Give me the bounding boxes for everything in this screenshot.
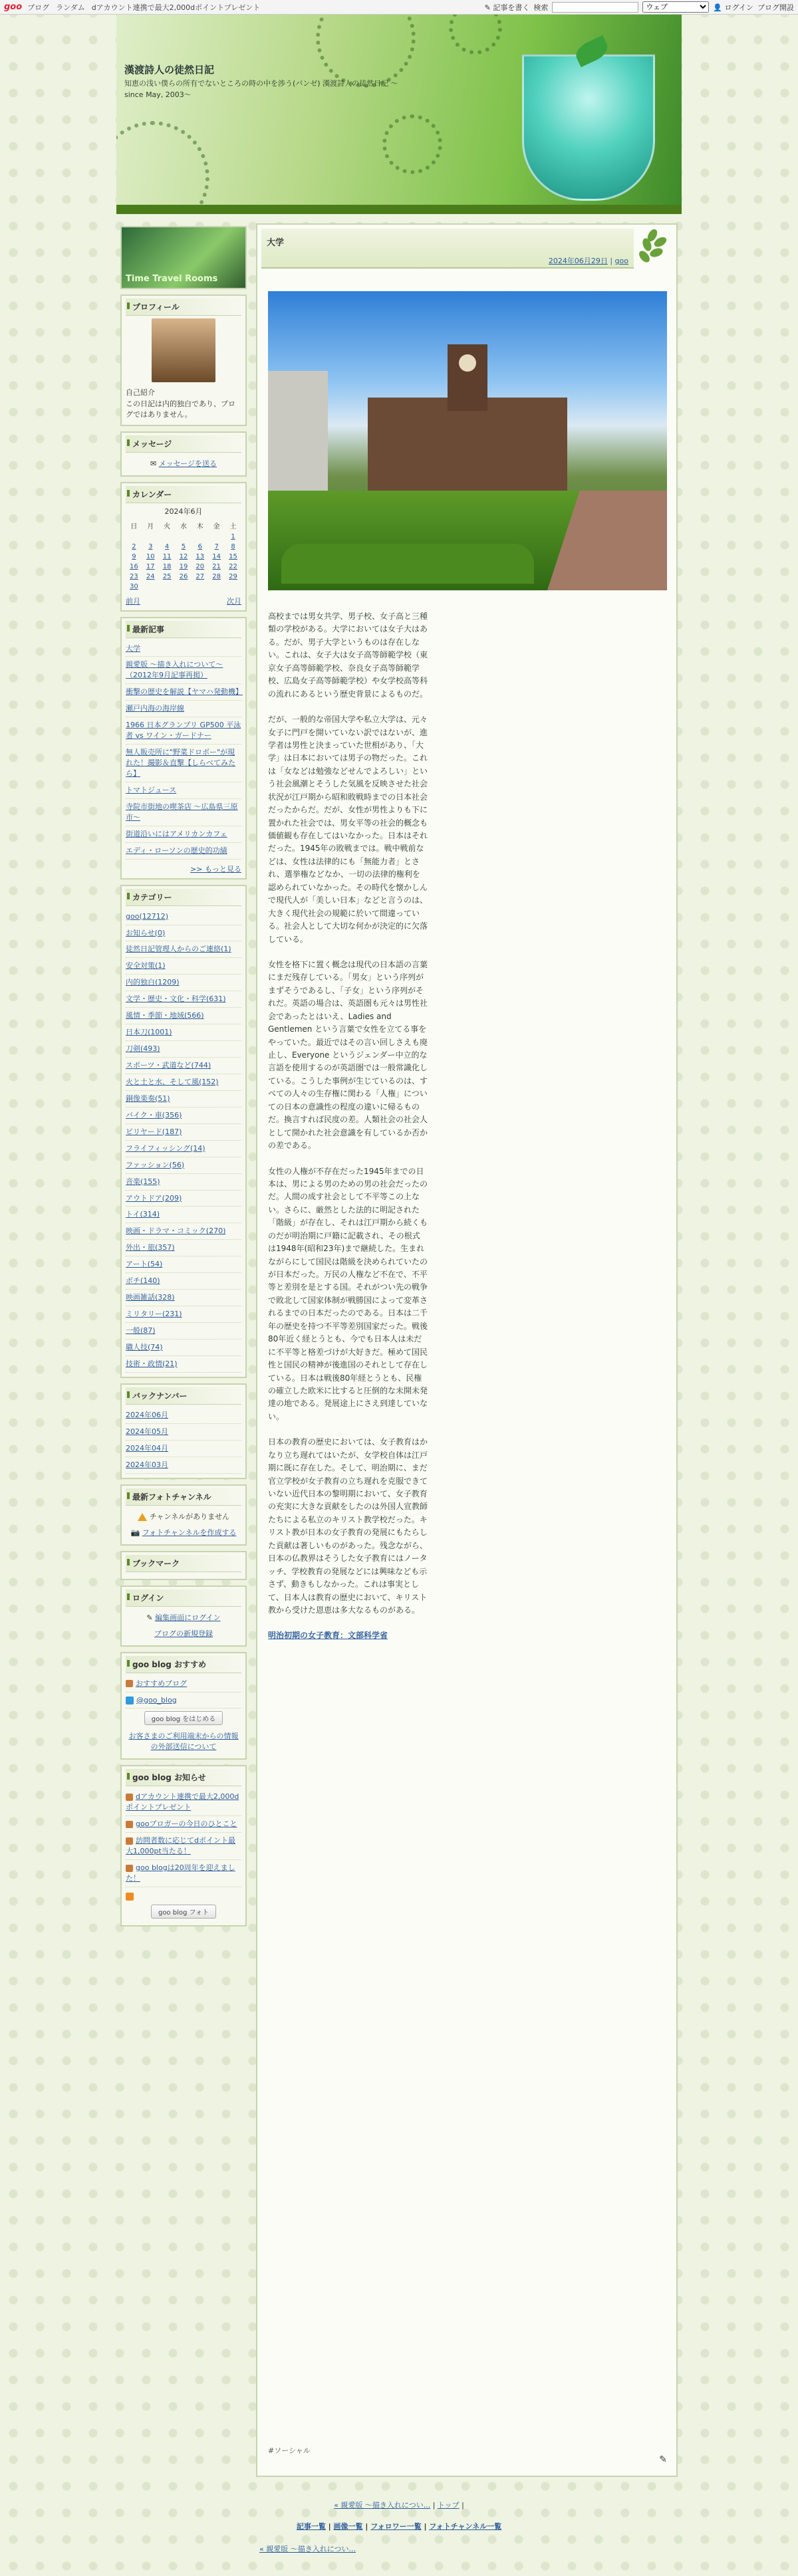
calendar-day[interactable]: 27 (196, 572, 205, 580)
news-label: goo blogは20周年を迎えました！ (126, 1863, 235, 1883)
calendar-day[interactable]: 6 (198, 542, 202, 550)
calendar-table (126, 519, 241, 592)
entry-body (268, 610, 428, 1643)
recent-article-link[interactable]: エディ・ローソンの歴史的功績 (126, 843, 241, 860)
news-icon (126, 1837, 133, 1845)
footer-link-images[interactable]: 画像一覧 (333, 2522, 363, 2531)
recent-article-link[interactable]: トマトジュース (126, 782, 241, 799)
category-link[interactable]: アート(54) (126, 1256, 241, 1273)
photo-hedge (281, 544, 534, 584)
global-topbar (0, 0, 798, 15)
topbar-link-random[interactable]: ランダム (56, 3, 85, 12)
edit-login-row[interactable]: ✎ 編集画面にログイン (146, 1613, 221, 1622)
recommend-blog-label: おすすめブログ (136, 1679, 188, 1688)
calendar-box (120, 482, 247, 612)
category-heading: カテゴリー (126, 889, 241, 906)
category-link[interactable]: アウトドア(209) (126, 1191, 241, 1207)
photo-channel-heading: 最新フォトチャンネル (126, 1488, 241, 1506)
search-label: 検索 (533, 3, 549, 12)
calendar-day (159, 532, 176, 542)
twitter-icon (126, 1697, 134, 1704)
calendar-day (208, 532, 225, 542)
entry-category-link[interactable]: goo (614, 257, 628, 265)
calendar-day (142, 532, 159, 542)
category-link[interactable]: 映画・ドラマ・コミック(270) (126, 1223, 241, 1240)
blog-header (116, 15, 682, 214)
recent-article-link[interactable]: 寺院市街地の喫茶店 〜広島県三原市〜 (126, 799, 241, 826)
entry-paragraph: だが、一般的な帝国大学や私立大学は、元々女子に門戸を開いていない訳ではないが、進学者は男性と決まっていた世相があり、「大学」は日本においては男子の物だった。これは「女などは勉強などせんでよろしい」という社会風潮とそうした気風を反映させた社会状況が江戸期から昭和敗戦時までの日本社会だったからだ。だが、女性が男性よりも下に置かれた社会では、男女平等の社会的概念も価値観も存在してはいなかった。日本はそれだった。1945年の敗戦までは。戦中戦前などは、女性は法律的にも「無能力者」とされ、選挙権などなか、一切の法律的権利を認められていなかった。その時代を懐かしんで現代人が「美しい日本」などと言うのは、大きく現代社会の規範に於いて間違っている。社会人として大切な何かが決定的に欠落している。 (268, 715, 428, 944)
edit-pencil-icon[interactable]: ✎ (659, 2454, 667, 2465)
category-link[interactable]: 銅像楽奏(51) (126, 1091, 241, 1108)
photo-channel-empty (126, 1508, 241, 1524)
calendar-nav (126, 596, 241, 606)
calendar-day[interactable]: 14 (212, 552, 221, 560)
calendar-day[interactable]: 28 (212, 572, 221, 580)
calendar-day[interactable]: 19 (179, 562, 188, 570)
calendar-day[interactable]: 9 (132, 552, 136, 560)
calendar-day[interactable]: 22 (229, 562, 237, 570)
recent-article-link[interactable]: 街道沿いにはアメリカンカフェ (126, 826, 241, 843)
category-link[interactable]: 風情・季節・地域(566) (126, 1008, 241, 1024)
lace-decoration (116, 121, 209, 214)
backnumber-link[interactable]: 2024年04月 (126, 1441, 241, 1457)
calendar-heading: カレンダー (126, 486, 241, 503)
message-box (120, 431, 247, 477)
calendar-day (126, 532, 142, 542)
external-notice-link[interactable]: お客さまのご利用端末からの情報の外部送信について (128, 1732, 239, 1752)
recommend-blog-link[interactable] (126, 1676, 241, 1693)
entry-meta: 2024年06月29日 | goo (548, 257, 628, 265)
blog-description: 知恵の浅い僕らの所有でないところの時の中を渉う(バンゼ) 漢渡詩人の徒然日記 〜since May, 2003〜 (124, 79, 398, 99)
calendar-weekday: 月 (147, 523, 154, 530)
avatar[interactable] (152, 318, 215, 382)
entry-paragraph: 女性を格下に置く概念は現代の日本語の言葉にまだ残存している。「男女」という序列がまずそうであるし、「子女」という序列がそれだ。英語の場合は、英語圏も元々は男性社会であったとはいえ、Ladies and Gentlemen という言葉で女性を立てる事をやっていた。最近ではその言い回しさえも廃止し、Everyone というジェンダー中立的な言語を使用するのが英語圏では一般常識化している。こうした事例が生じているのは、すべての人々の生存権に関わる「人権」についての日本の意識性の程度の違いに帰るものだ。換言すれば民度の差。人類社会の社会人として開かれた社会意識を有しているか否かの差である。 (268, 959, 428, 1151)
send-message-label[interactable]: メッセージを送る (158, 459, 217, 468)
recommend-icon (126, 1680, 133, 1687)
send-message-link[interactable]: ✉ メッセージを送る (150, 459, 217, 468)
calendar-day[interactable]: 5 (181, 542, 186, 550)
calendar-weekday: 木 (196, 523, 203, 530)
category-list (126, 909, 241, 1373)
category-box (120, 885, 247, 1378)
calendar-day[interactable]: 26 (179, 572, 188, 580)
calendar-day[interactable]: 18 (162, 562, 172, 570)
footer-prev-link[interactable]: « 親愛版 〜描き入れについ... (334, 2501, 431, 2510)
topbar-link-campaign[interactable]: dアカウント連携で最大2,000dポイントプレゼント (91, 3, 261, 12)
calendar-weekday: 金 (213, 523, 220, 530)
news-icon (126, 1865, 133, 1872)
recent-box (120, 617, 247, 879)
calendar-day[interactable]: 2 (132, 542, 136, 550)
recent-article-link[interactable]: 親愛版 〜描き入れについて〜（2012年9月記事再掲） (126, 657, 241, 684)
bookmark-heading: ブックマーク (126, 1555, 241, 1572)
lace-decoration (449, 15, 502, 55)
category-link[interactable]: 文学・歴史・文化・科学(631) (126, 991, 241, 1008)
sidebar (120, 226, 247, 1932)
topbar-link-blog[interactable]: ブログ (27, 3, 50, 12)
category-link[interactable]: 職人技(74) (126, 1340, 241, 1356)
recent-more-link[interactable] (126, 860, 241, 874)
calendar-day[interactable]: 4 (164, 542, 170, 550)
recent-more-label[interactable]: >> もっと見る (190, 864, 241, 874)
news-link[interactable] (126, 1860, 241, 1887)
recent-heading: 最新記事 (126, 621, 241, 638)
category-link[interactable]: トイ(314) (126, 1207, 241, 1223)
news-label: dアカウント連携で最大2,000dポイントプレゼント (126, 1792, 239, 1812)
intro-label: 自己紹介 (126, 388, 155, 397)
calendar-prev-link[interactable]: 前月 (126, 596, 140, 606)
category-link[interactable]: フライフィッシング(14) (126, 1141, 241, 1157)
calendar-day (192, 532, 208, 542)
calendar-day[interactable]: 10 (146, 552, 155, 560)
search-scope-select[interactable] (642, 1, 709, 13)
entry-paragraph: 日本の教育の歴史においては、女子教育はかなり立ち遅れてはいたが、女学校自体は江戸期に既に存在した。そして、明治期に、まだ官立学校が女子教育の立ち遅れを克服できていない近代日本の黎明期において、女子教育の充実に大きな貢献をしたのは外国人宣教師たちによる私立のキリスト教学校だった。キリスト教が日本の女子教育の発展にもたらした貢献は著しいものがあった。残念ながら、日本の仏教界はそうした女子教育にはノータッチ、学校教育の発展などには興味なども示さず、動きもしなかった。これは事実として、日本人は教育の歴史において、キリスト教から受けた恩恵は多大なるものがある。 (268, 1437, 428, 1615)
news-link[interactable] (126, 1833, 241, 1860)
bookmark-box (120, 1551, 247, 1580)
backnumber-list (126, 1407, 241, 1474)
write-label: 記事を書く (493, 3, 530, 12)
search-input[interactable] (552, 2, 638, 13)
calendar-day[interactable]: 20 (196, 562, 205, 570)
category-link[interactable]: 技術・政情(21) (126, 1356, 241, 1373)
recent-article-link[interactable]: 衝撃の歴史を解説【ヤマハ発動機】 (126, 684, 241, 701)
reference-link[interactable]: 明治初期の女子教育：文部科学省 (268, 1631, 388, 1641)
calendar-day[interactable]: 15 (229, 552, 237, 560)
new-blog-link[interactable]: ブログの新規登録 (154, 1629, 213, 1638)
main-content (256, 223, 678, 2477)
category-link[interactable]: 日本刀(1001) (126, 1024, 241, 1041)
goo-news-heading: goo blog お知らせ (126, 1769, 241, 1786)
soda-glass-illustration (522, 55, 655, 201)
backnumber-link[interactable]: 2024年06月 (126, 1407, 241, 1424)
profile-heading: プロフィール (126, 298, 241, 316)
photo-channel-box (120, 1484, 247, 1546)
category-link[interactable]: 外出・旅(357) (126, 1240, 241, 1256)
category-link[interactable]: 音楽(155) (126, 1174, 241, 1191)
calendar-day[interactable]: 7 (214, 542, 219, 550)
calendar-day[interactable]: 21 (212, 562, 221, 570)
category-link[interactable]: ファッション(56) (126, 1157, 241, 1174)
header-border (116, 205, 682, 214)
university-photo[interactable] (268, 291, 667, 590)
lace-decoration (382, 114, 442, 174)
entry-date-link[interactable]: 2024年06月29日 (548, 257, 608, 265)
news-label: 訪問者数に応じてdポイント最大1,000pt当たる！ (126, 1836, 235, 1856)
category-link[interactable]: バイク・車(356) (126, 1108, 241, 1124)
calendar-month: 2024年6月 (164, 507, 203, 516)
goo-photo-row (126, 1902, 241, 1921)
footer-links: 記事一覧 | 画像一覧 | フォロワー一覧 | フォトチャンネル一覧 (296, 2522, 502, 2531)
login-label: ログイン (724, 3, 753, 12)
rss-row (126, 1887, 241, 1902)
calendar-weekday: 日 (130, 523, 138, 530)
category-link[interactable]: 内的独白(1209) (126, 975, 241, 991)
backnumber-heading: バックナンバー (126, 1387, 241, 1405)
news-list (126, 1789, 241, 1887)
calendar-day[interactable]: 25 (162, 572, 172, 580)
calendar-day[interactable]: 3 (148, 542, 153, 550)
news-link[interactable] (126, 1789, 241, 1816)
photo-auditorium (368, 398, 567, 504)
entry-paragraph: 女性の人権が不存在だった1945年までの日本は、男による男のための男の社会だったのだ。人間の成す社会として不平等この上ない。さらに、厳然とした法的に明記された「階級」が存在し、それは江戸期から続くものだが明治期に戸籍に記載され、その根式は1948年(昭和23年)まで継続した。生まれながらにして国民は階級を決められていたのが日本だった。万民の人権など不在で、不平等と差別を是とする国。それがつい先の戦争で敗北して国家体制が戦勝国によって変革されるまでの日本だったのである。日本は二千年の歴史を持つ不平等差別国家だった。戦後80年近く経とうとも、今でも日本人は未だに不平等と格差づけが大好きだ。極めて国民性と国民の精神が後進国のそれとして存在している。日本は戦後80年経とうとも、民権の確立した欧米に比すると圧倒的な未開未発達の地である。発展途上にさえ到達していない。 (268, 1166, 428, 1421)
recent-article-link[interactable]: 大学 (126, 641, 241, 657)
calendar-weekday: 水 (180, 523, 187, 530)
rss-icon[interactable] (126, 1893, 134, 1901)
login-button[interactable]: 👤 ログイン (713, 3, 753, 12)
leaf-corner-icon (632, 227, 670, 267)
hashtag[interactable]: #ソーシャル (268, 2446, 311, 2455)
calendar-day[interactable]: 13 (196, 552, 205, 560)
calendar-day[interactable]: 16 (130, 562, 138, 570)
login-heading: ログイン (126, 1589, 241, 1607)
calendar-day (176, 532, 192, 542)
login-box (120, 1585, 247, 1647)
category-link[interactable]: 刀剣(493) (126, 1041, 241, 1058)
backnumber-link[interactable]: 2024年03月 (126, 1457, 241, 1474)
photo-left-building (268, 371, 328, 504)
calendar-day (208, 582, 225, 592)
goo-recommend-heading: goo blog おすすめ (126, 1656, 241, 1673)
calendar-weekday: 土 (229, 523, 237, 530)
recent-article-link[interactable]: 瀬戸内海の海岸線 (126, 701, 241, 717)
write-article-button[interactable]: ✎ 記事を書く (484, 3, 530, 12)
recent-article-link[interactable]: 無人販売所に"野菜ドロボー"が現れた！撮影＆直撃【しらべてみたら】 (126, 745, 241, 782)
category-link[interactable]: スポーツ・武道など(744) (126, 1058, 241, 1074)
entry-paragraph: 高校までは男女共学、男子校、女子高と三種類の学校がある。大学においては女子大はある。だが、男子大学というものは存在しない。これは、女子大は女子高等師範学校（東京女子高等師範学校、奈良女子高等師範学校、広島女子高等師範学校）や女学校高等科の流れにあるという歴史背景によるものだ。 (268, 612, 428, 699)
calendar-day[interactable]: 24 (146, 572, 155, 580)
intro-text: この日記は内的独白であり、ブログではありません。 (126, 399, 235, 419)
edit-login-link[interactable]: 編集画面にログイン (155, 1613, 221, 1622)
calendar-day[interactable]: 17 (146, 562, 155, 570)
news-label: gooブロガーの今日のひとこと (136, 1819, 237, 1829)
goo-logo[interactable]: goo (4, 2, 23, 12)
start-blog-button[interactable]: ブログ開設 (757, 3, 794, 12)
profile-box (120, 294, 247, 426)
category-link[interactable]: goo(12712) (126, 909, 241, 925)
footer-link-followers[interactable]: フォロワー一覧 (370, 2522, 422, 2531)
external-notice-row (126, 1728, 241, 1754)
footer-prev-bottom (259, 2543, 356, 2554)
footer-prev-link-bottom[interactable]: « 親愛版 〜描き入れについ... (259, 2545, 356, 2553)
category-link[interactable]: 映画雑話(328) (126, 1290, 241, 1306)
start-goo-row (126, 1708, 241, 1728)
backnumber-box (120, 1383, 247, 1479)
goo-photo-button[interactable]: goo blog フォト (151, 1905, 216, 1919)
entry-header (261, 229, 634, 269)
calendar-day (159, 582, 176, 592)
footer-link-photo-channels[interactable]: フォトチャンネル一覧 (429, 2522, 502, 2531)
calendar-day (192, 582, 208, 592)
news-icon (126, 1821, 133, 1828)
category-link[interactable]: 火と土と水、そして風(152) (126, 1074, 241, 1091)
footer-top-link[interactable]: トップ (437, 2501, 460, 2510)
category-link[interactable]: ビリヤード(187) (126, 1124, 241, 1141)
category-link[interactable]: ミリタリー(231) (126, 1306, 241, 1323)
calendar-day[interactable]: 30 (130, 582, 138, 590)
warning-icon (138, 1513, 147, 1521)
photo-channel-create-link[interactable]: フォトチャンネルを作成する (142, 1528, 237, 1537)
photo-channel-empty-text: チャンネルがありません (149, 1512, 230, 1521)
blog-title[interactable]: 漢渡詩人の徒然日記 (124, 64, 215, 76)
message-heading: メッセージ (126, 435, 241, 453)
backnumber-link[interactable]: 2024年05月 (126, 1424, 241, 1441)
category-link[interactable]: お知らせ(0) (126, 925, 241, 942)
goo-recommend-box (120, 1652, 247, 1760)
goo-news-box (120, 1765, 247, 1927)
calendar-day[interactable]: 23 (130, 572, 138, 580)
calendar-day[interactable]: 12 (179, 552, 188, 560)
category-link[interactable]: 安全対策(1) (126, 958, 241, 975)
lace-decoration (316, 15, 416, 88)
calendar-day (225, 582, 241, 592)
clock-icon (459, 354, 476, 372)
category-link[interactable]: 一般(87) (126, 1323, 241, 1340)
calendar-day[interactable]: 8 (231, 542, 235, 550)
calendar-day[interactable]: 29 (229, 572, 237, 580)
calendar-day (142, 582, 159, 592)
footer-pager: « 親愛版 〜描き入れについ... | トップ | (334, 2501, 464, 2510)
entry-title[interactable]: 大学 (267, 238, 285, 248)
topbar-right (485, 1, 794, 13)
calendar-day (176, 582, 192, 592)
sidebar-banner[interactable]: Time Travel Rooms (120, 226, 247, 289)
start-goo-blog-button[interactable]: goo blog をはじめる (144, 1711, 223, 1725)
category-link[interactable]: ボチ(140) (126, 1273, 241, 1290)
news-link[interactable] (126, 1816, 241, 1833)
news-icon (126, 1794, 133, 1801)
footer-link-articles[interactable]: 記事一覧 (296, 2522, 326, 2531)
photo-channel-create[interactable]: 📷 フォトチャンネルを作成する (130, 1528, 237, 1537)
calendar-weekday: 火 (164, 523, 171, 530)
recent-article-link[interactable]: 1966 日本グランプリ GP500 平泳者 vs ワイン・ガードナー (126, 717, 241, 745)
calendar-day[interactable]: 11 (162, 552, 172, 560)
calendar-day[interactable]: 1 (231, 532, 235, 540)
recent-list (126, 641, 241, 860)
twitter-link[interactable] (126, 1693, 241, 1709)
twitter-label: @goo_blog (136, 1695, 177, 1704)
new-blog-row[interactable] (126, 1625, 241, 1641)
calendar-next-link[interactable]: 次月 (227, 596, 241, 606)
category-link[interactable]: 徒然日記管理人からのご連絡(1) (126, 941, 241, 958)
